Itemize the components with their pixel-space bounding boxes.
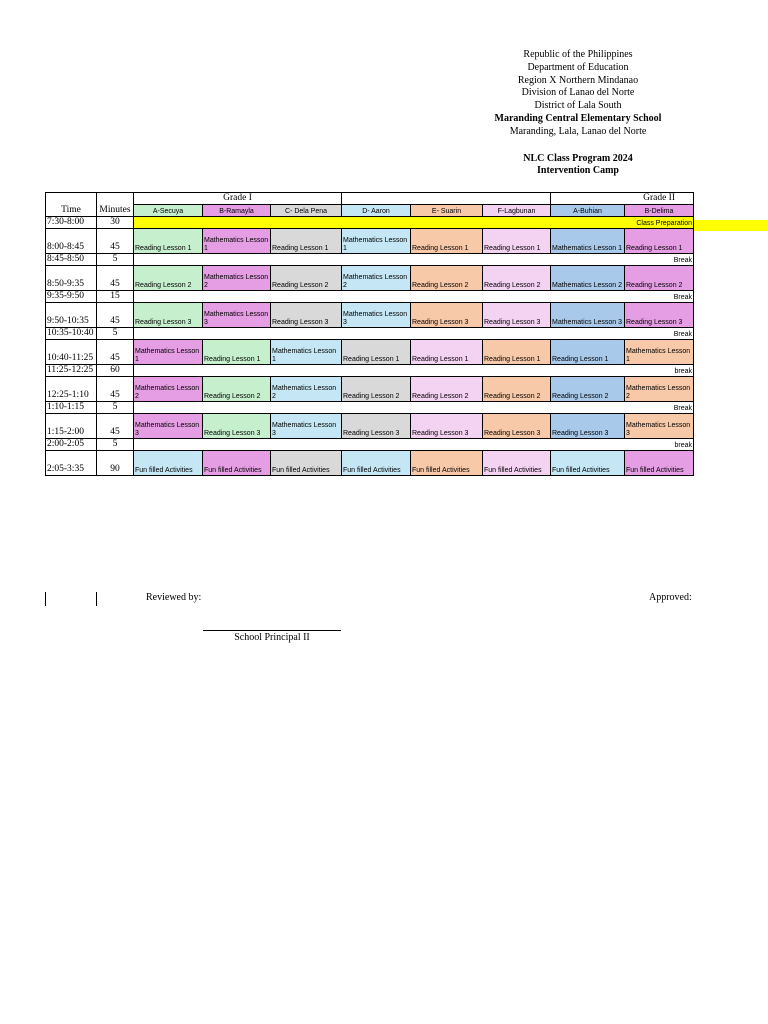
section-header: A-Secuya — [134, 205, 203, 217]
schedule-row — [46, 451, 694, 476]
footer-mark — [45, 592, 46, 606]
lesson-cell: Reading Lesson 1 — [411, 229, 483, 254]
lesson-cell: Mathematics Lesson 2 — [203, 266, 271, 291]
schedule-row — [46, 217, 694, 229]
lesson-cell: Reading Lesson 1 — [134, 229, 203, 254]
break-cell: Break — [134, 291, 694, 303]
time-cell: 9:35-9:50 — [46, 291, 97, 303]
lesson-cell: Mathematics Lesson 2 — [551, 266, 625, 291]
grade-blank-header — [342, 193, 551, 205]
schedule-row — [46, 377, 694, 402]
break-cell: Break — [134, 254, 694, 266]
minutes-cell: 45 — [97, 229, 134, 254]
lesson-cell: Mathematics Lesson 3 — [271, 414, 342, 439]
break-cell: break — [134, 439, 694, 451]
header-department: Department of Education — [527, 61, 629, 73]
lesson-cell: Mathematics Lesson 3 — [203, 303, 271, 328]
approved-label: Approved: — [649, 592, 692, 603]
lesson-cell: Reading Lesson 1 — [203, 340, 271, 365]
lesson-cell: Mathematics Lesson 2 — [625, 377, 694, 402]
lesson-cell: Reading Lesson 2 — [203, 377, 271, 402]
time-cell: 10:40-11:25 — [46, 340, 97, 365]
lesson-cell: Reading Lesson 1 — [483, 340, 551, 365]
header-address: Maranding, Lala, Lanao del Norte — [509, 125, 647, 137]
minutes-cell: 45 — [97, 377, 134, 402]
minutes-cell: 15 — [97, 291, 134, 303]
section-header: C- Dela Pena — [271, 205, 342, 217]
lesson-cell: Fun filled Activities — [203, 451, 271, 476]
footer-mark — [96, 592, 97, 606]
minutes-cell: 5 — [97, 439, 134, 451]
minutes-cell: 60 — [97, 365, 134, 377]
time-cell: 8:50-9:35 — [46, 266, 97, 291]
lesson-cell: Reading Lesson 3 — [134, 303, 203, 328]
minutes-cell: 45 — [97, 303, 134, 328]
header-region: Region X Northern Mindanao — [517, 74, 639, 86]
schedule-row — [46, 291, 694, 303]
grade-2-header: Grade II — [551, 193, 694, 205]
reviewed-by-label: Reviewed by: — [146, 592, 202, 603]
lesson-cell: Fun filled Activities — [483, 451, 551, 476]
minutes-cell: 45 — [97, 414, 134, 439]
lesson-cell: Mathematics Lesson 2 — [134, 377, 203, 402]
lesson-cell: Mathematics Lesson 3 — [625, 414, 694, 439]
break-cell: break — [134, 365, 694, 377]
schedule-row — [46, 229, 694, 254]
grade-1-header: Grade I — [134, 193, 342, 205]
lesson-cell: Mathematics Lesson 3 — [551, 303, 625, 328]
header-division: Division of Lanao del Norte — [521, 87, 635, 99]
schedule-row — [46, 254, 694, 266]
section-header: A-Buhian — [551, 205, 625, 217]
signature-line — [203, 630, 341, 631]
time-cell: 1:15-2:00 — [46, 414, 97, 439]
lesson-cell: Reading Lesson 3 — [625, 303, 694, 328]
section-header: D- Aaron — [342, 205, 411, 217]
lesson-cell: Fun filled Activities — [134, 451, 203, 476]
section-header: E- Suarin — [411, 205, 483, 217]
time-cell: 8:00-8:45 — [46, 229, 97, 254]
header-country: Republic of the Philippines — [523, 49, 633, 60]
schedule-row — [46, 303, 694, 328]
section-header: B-Ramayla — [203, 205, 271, 217]
section-header: B-Delima — [625, 205, 694, 217]
minutes-cell: 30 — [97, 217, 134, 229]
lesson-cell: Reading Lesson 3 — [411, 303, 483, 328]
break-cell: Break — [134, 328, 694, 340]
schedule-row — [46, 266, 694, 291]
lesson-cell: Reading Lesson 3 — [411, 414, 483, 439]
lesson-cell: Fun filled Activities — [411, 451, 483, 476]
minutes-cell: 45 — [97, 266, 134, 291]
lesson-cell: Reading Lesson 2 — [625, 266, 694, 291]
minutes-cell: 5 — [97, 402, 134, 414]
lesson-cell: Mathematics Lesson 3 — [342, 303, 411, 328]
schedule-row — [46, 340, 694, 365]
lesson-cell: Reading Lesson 2 — [483, 266, 551, 291]
lesson-cell: Reading Lesson 2 — [411, 266, 483, 291]
time-cell: 12:25-1:10 — [46, 377, 97, 402]
time-cell: 8:45-8:50 — [46, 254, 97, 266]
lesson-cell: Reading Lesson 2 — [483, 377, 551, 402]
lesson-cell: Reading Lesson 1 — [483, 229, 551, 254]
minutes-header: Minutes — [97, 193, 134, 217]
lesson-cell: Mathematics Lesson 1 — [271, 340, 342, 365]
lesson-cell: Reading Lesson 1 — [411, 340, 483, 365]
lesson-cell: Reading Lesson 1 — [551, 340, 625, 365]
lesson-cell: Reading Lesson 3 — [483, 414, 551, 439]
lesson-cell: Reading Lesson 2 — [342, 377, 411, 402]
document-header — [478, 49, 678, 178]
lesson-cell: Mathematics Lesson 2 — [342, 266, 411, 291]
lesson-cell: Mathematics Lesson 3 — [134, 414, 203, 439]
header-school: Maranding Central Elementary School — [494, 112, 662, 124]
time-cell: 2:00-2:05 — [46, 439, 97, 451]
schedule-row — [46, 365, 694, 377]
minutes-cell: 5 — [97, 328, 134, 340]
lesson-cell: Reading Lesson 3 — [271, 303, 342, 328]
schedule-row — [46, 414, 694, 439]
lesson-cell: Fun filled Activities — [551, 451, 625, 476]
lesson-cell: Fun filled Activities — [271, 451, 342, 476]
lesson-cell: Reading Lesson 3 — [551, 414, 625, 439]
class-preparation-highlight — [693, 220, 768, 231]
lesson-cell: Mathematics Lesson 1 — [134, 340, 203, 365]
lesson-cell: Fun filled Activities — [625, 451, 694, 476]
time-cell: 9:50-10:35 — [46, 303, 97, 328]
break-cell: Break — [134, 402, 694, 414]
lesson-cell: Reading Lesson 1 — [342, 340, 411, 365]
schedule-row — [46, 402, 694, 414]
lesson-cell: Mathematics Lesson 1 — [551, 229, 625, 254]
schedule-row — [46, 439, 694, 451]
time-cell: 2:05-3:35 — [46, 451, 97, 476]
header-district: District of Lala South — [534, 100, 622, 112]
lesson-cell: Fun filled Activities — [342, 451, 411, 476]
minutes-cell: 45 — [97, 340, 134, 365]
schedule-row — [46, 328, 694, 340]
minutes-cell: 5 — [97, 254, 134, 266]
principal-title: School Principal II — [234, 632, 310, 643]
class-program-table — [45, 192, 694, 476]
lesson-cell: Reading Lesson 1 — [625, 229, 694, 254]
time-cell: 7:30-8:00 — [46, 217, 97, 229]
lesson-cell: Reading Lesson 3 — [483, 303, 551, 328]
lesson-cell: Reading Lesson 2 — [271, 266, 342, 291]
minutes-cell: 90 — [97, 451, 134, 476]
lesson-cell: Mathematics Lesson 1 — [203, 229, 271, 254]
lesson-cell: Reading Lesson 1 — [271, 229, 342, 254]
time-cell: 11:25-12:25 — [46, 365, 97, 377]
time-header: Time — [46, 193, 97, 217]
lesson-cell: Reading Lesson 3 — [342, 414, 411, 439]
program-title: NLC Class Program 2024 — [523, 152, 633, 164]
class-preparation-cell: Class Preparation — [134, 217, 694, 229]
program-subtitle: Intervention Camp — [537, 165, 619, 177]
lesson-cell: Mathematics Lesson 1 — [625, 340, 694, 365]
time-cell: 1:10-1:15 — [46, 402, 97, 414]
lesson-cell: Mathematics Lesson 1 — [342, 229, 411, 254]
section-header: F-Lagbunan — [483, 205, 551, 217]
lesson-cell: Mathematics Lesson 2 — [271, 377, 342, 402]
time-cell: 10:35-10:40 — [46, 328, 97, 340]
lesson-cell: Reading Lesson 2 — [411, 377, 483, 402]
lesson-cell: Reading Lesson 3 — [203, 414, 271, 439]
lesson-cell: Reading Lesson 2 — [551, 377, 625, 402]
lesson-cell: Reading Lesson 2 — [134, 266, 203, 291]
